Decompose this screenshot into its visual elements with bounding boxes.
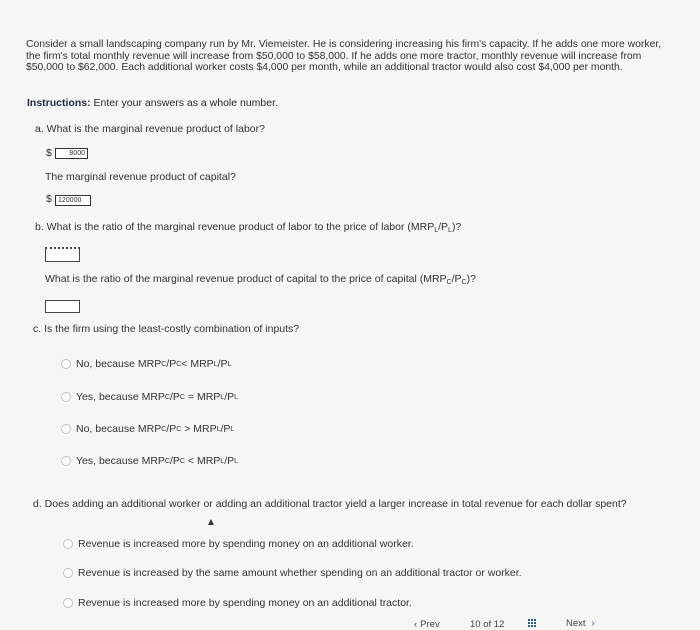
radio-button[interactable] (63, 539, 73, 549)
question-b-sub2: L (448, 227, 452, 234)
slash-p: /P (169, 391, 180, 403)
sub-c: C (176, 360, 182, 368)
question-b-capital-post: )? (466, 273, 476, 285)
sub-c: C (164, 457, 170, 465)
sub-c: C (161, 425, 167, 433)
question-b-capital-sub2: C (461, 279, 467, 286)
operator: < (187, 455, 195, 467)
slash-p: /P (224, 391, 235, 403)
sub-l: L (220, 457, 225, 465)
operator: < (181, 358, 188, 370)
question-b-capital-sub: C (446, 279, 452, 286)
sub-l: L (213, 360, 218, 368)
chevron-right-icon: › (591, 618, 595, 629)
instructions-text: Enter your answers as a whole number. (93, 97, 278, 109)
question-b-capital-mid: /P (451, 273, 462, 285)
sub-c: C (161, 360, 167, 368)
mrp: MRP (196, 391, 221, 403)
instructions-label: Instructions: (27, 97, 91, 109)
question-a-capital: The marginal revenue product of capital? (45, 171, 236, 183)
prev-button[interactable] (414, 619, 440, 630)
option-d-2[interactable] (63, 567, 522, 579)
sub-l: L (216, 425, 221, 433)
question-b-text: b. What is the ratio of the marginal revenue product of labor to the price of labor (MRP (35, 221, 435, 233)
ratio-capital-input[interactable] (45, 300, 80, 313)
dollar-sign-capital: $ (46, 193, 52, 205)
option-text: No, because MRP (76, 423, 162, 435)
option-text: No, because MRP (76, 358, 162, 370)
question-b-capital (45, 273, 476, 286)
option-text: Revenue is increased by the same amount whether spending on an additional tractor or worker. (78, 567, 522, 579)
sub-c: C (179, 457, 185, 465)
question-d: d. Does adding an additional worker or adding an additional tractor yield a larger increase in total revenue for each dollar spent? (33, 498, 627, 510)
next-label: Next (566, 618, 586, 629)
question-b-post: )? (451, 221, 462, 233)
slash-p: /P (169, 455, 180, 467)
prev-label: Prev (420, 619, 440, 630)
sub-l: L (234, 457, 239, 465)
option-c-3[interactable] (61, 423, 234, 435)
option-text: Revenue is increased more by spending money on an additional worker. (78, 538, 414, 550)
question-b-sub: L (434, 227, 439, 234)
option-c-1[interactable] (61, 358, 231, 370)
sub-l: L (234, 393, 239, 401)
mrp-capital-input[interactable]: 120000 (55, 195, 91, 206)
option-c-4[interactable] (61, 455, 238, 467)
question-b (35, 221, 461, 234)
mrp: MRP (193, 423, 217, 435)
instructions (27, 97, 278, 109)
option-text: Revenue is increased more by spending money on an additional tractor. (78, 597, 412, 609)
slash-p: /P (220, 423, 231, 435)
sub-l: L (220, 393, 225, 401)
sub-l: L (227, 360, 232, 368)
mouse-cursor-icon (208, 519, 214, 525)
mrp: MRP (196, 455, 221, 467)
operator: > (184, 423, 191, 435)
option-text: Yes, because MRP (76, 455, 165, 467)
question-a: a. What is the marginal revenue product of labor? (35, 123, 265, 135)
grid-view-icon[interactable] (528, 619, 536, 627)
operator: = (187, 391, 195, 403)
page-of: of (483, 619, 492, 630)
sub-l: L (230, 425, 235, 433)
page-indicator (470, 619, 504, 630)
radio-button[interactable] (61, 359, 71, 369)
mrp: MRP (190, 358, 214, 370)
page-current: 10 (470, 619, 481, 630)
radio-button[interactable] (63, 568, 73, 578)
radio-button[interactable] (61, 392, 71, 402)
slash-p: /P (224, 455, 235, 467)
dollar-sign-labor: $ (46, 147, 52, 159)
option-d-3[interactable] (63, 597, 412, 609)
radio-button[interactable] (63, 598, 73, 608)
slash-p: /P (166, 358, 177, 370)
ratio-labor-input[interactable] (45, 247, 80, 262)
option-text: Yes, because MRP (76, 391, 165, 403)
radio-button[interactable] (61, 456, 71, 466)
slash-p: /P (166, 423, 177, 435)
question-c: c. Is the firm using the least-costly combination of inputs? (33, 323, 300, 335)
radio-button[interactable] (61, 424, 71, 434)
sub-c: C (179, 393, 185, 401)
sub-c: C (164, 393, 170, 401)
question-b-mid: /P (438, 221, 449, 233)
chevron-left-icon: ‹ (414, 619, 418, 630)
problem-intro: Consider a small landscaping company run by Mr. Viemeister. He is considering increasing his firm's capacity. If he adds one more worker, the firm's total monthly revenue will increase from $50,000 to $58,000. If he adds one more tractor, monthly revenue will increase from $50,000 to $62,000. Each additional worker costs $4,000 per month, while an additional tractor would also cost $4,000 per month. (26, 39, 662, 74)
mrp-labor-input[interactable]: 8000 (55, 148, 88, 159)
option-d-1[interactable] (63, 538, 414, 550)
option-c-2[interactable] (61, 391, 238, 403)
page-total: 12 (493, 619, 505, 630)
sub-c: C (176, 425, 182, 433)
next-button[interactable] (566, 618, 595, 629)
question-b-capital-text: What is the ratio of the marginal revenue product of capital to the price of capital (MRP (45, 273, 447, 285)
slash-p: /P (217, 358, 228, 370)
